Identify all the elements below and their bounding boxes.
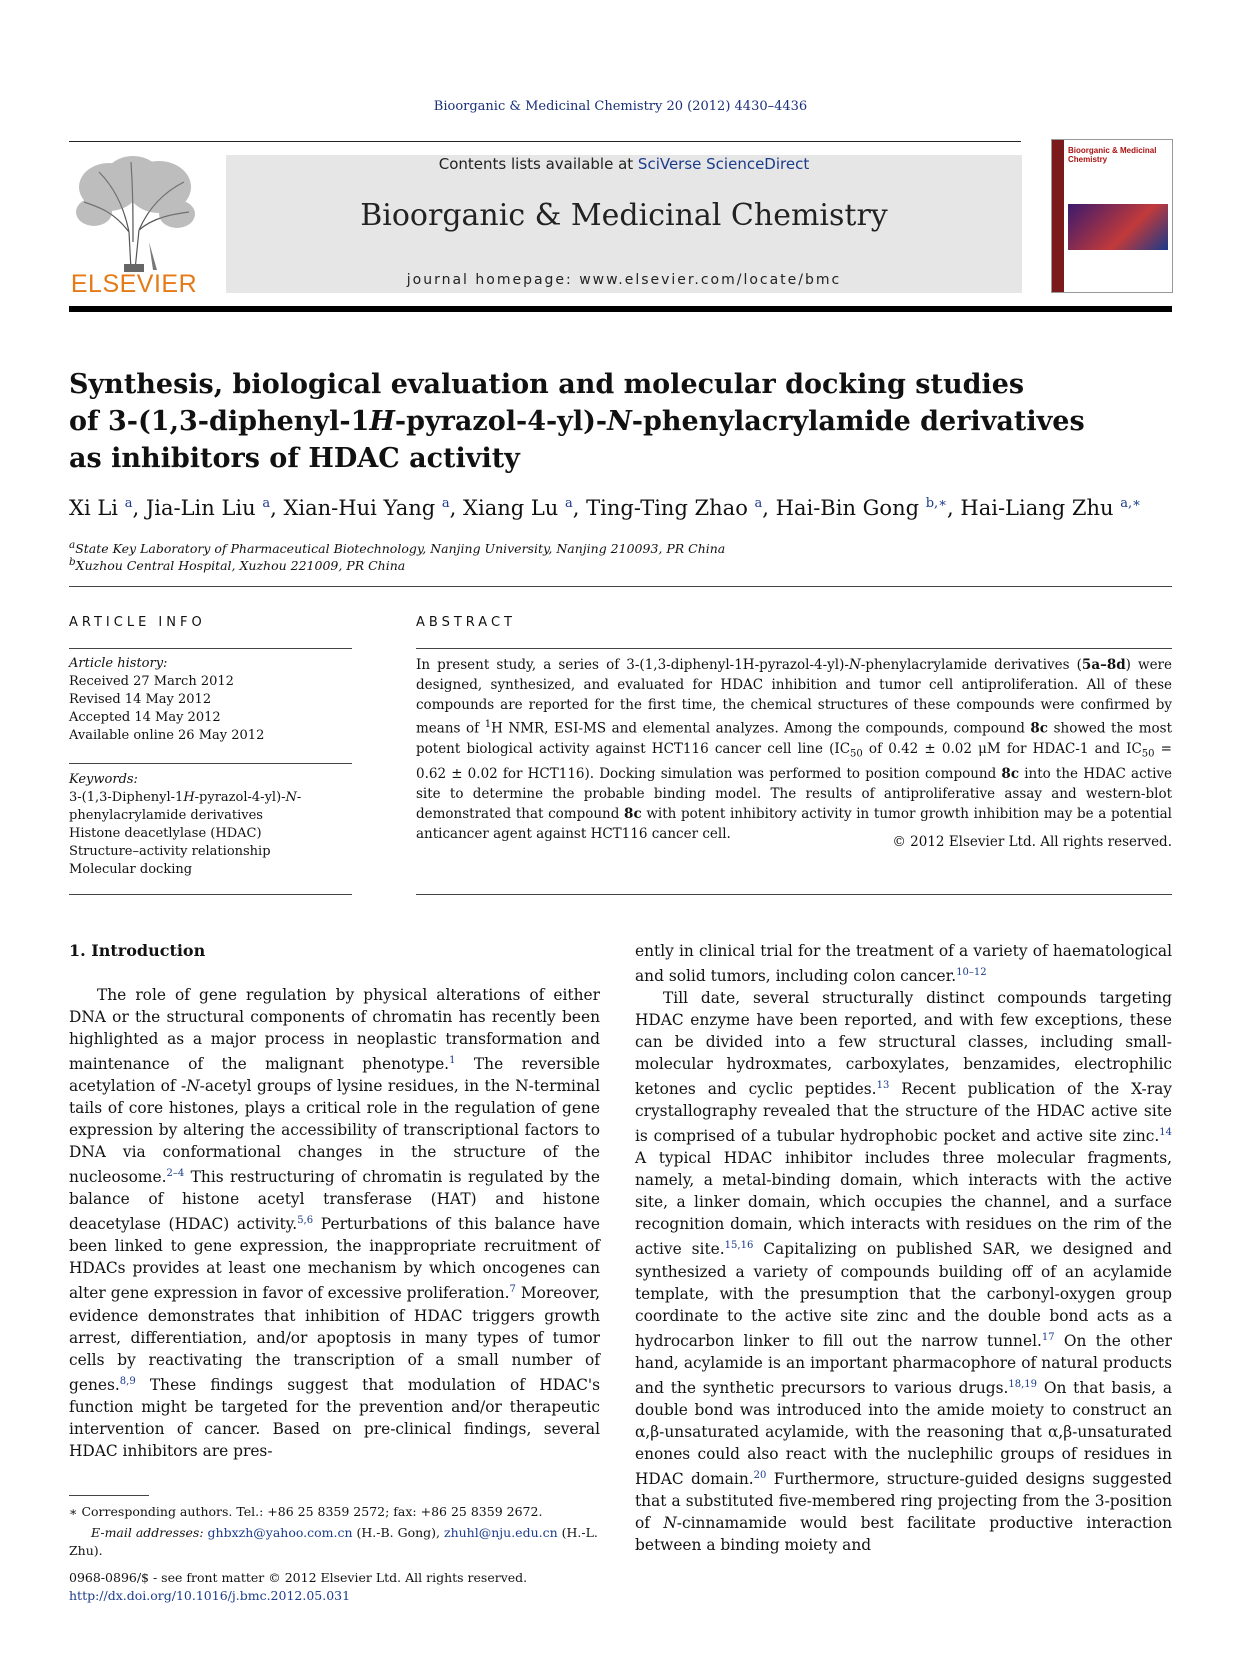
text-seg: Perturbations of this balance have been linked to gene expression, the inappropriate recruitment of HDACs provides at least one mechanism by which oncogenes can alter gene expression in favor of excessive proliferation. — [69, 1215, 600, 1303]
author-affil-mark[interactable]: a — [754, 496, 763, 511]
author-affil-mark[interactable]: a — [565, 496, 573, 511]
history-online: Available online 26 May 2012 — [69, 728, 265, 743]
journal-citation[interactable]: Bioorganic & Medicinal Chemistry 20 (2012) 4430–4436 — [433, 99, 808, 114]
sciencedirect-link[interactable]: SciVerse ScienceDirect — [637, 155, 810, 173]
author-sep: , — [762, 496, 776, 520]
text-seg: Capitalizing on published SAR, we designed and synthesized a variety of compounds building off of an acylamide template, with the presumption that the carbonyl-oxygen group coordinate to the active site zinc and the double bond acts as a hydrocarbon linker to fill out the narrow tunnel. — [635, 1240, 1172, 1350]
abstract-rule — [416, 894, 1172, 895]
author — [283, 496, 463, 520]
author — [776, 496, 961, 520]
history-label: Article history: — [69, 656, 168, 671]
abstract-sup: 1 — [484, 719, 492, 730]
email-owner: (H.-B. Gong), — [352, 1525, 444, 1540]
author — [960, 496, 1141, 520]
email-link-gong[interactable]: ghbxzh@yahoo.com.cn — [207, 1525, 353, 1540]
keyword-seg-italic: H — [183, 790, 195, 805]
title-line-1: Synthesis, biological evaluation and molecular docking studies — [69, 369, 1025, 400]
reference-link[interactable]: 15,16 — [724, 1240, 754, 1252]
article-title — [69, 366, 1109, 477]
author — [586, 496, 776, 520]
text-seg: ently in clinical trial for the treatment of a variety of haematological and solid tumors, including colon cancer. — [635, 942, 1172, 986]
abstract-seg: -phenylacrylamide derivatives ( — [860, 657, 1082, 673]
author-name: Hai-Liang Zhu — [960, 496, 1114, 520]
article-info-rule — [69, 763, 352, 764]
author-name: Xiang Lu — [463, 496, 559, 520]
title-line-2 — [69, 403, 1109, 440]
history-revised: Revised 14 May 2012 — [69, 692, 212, 707]
paragraph-continued — [635, 940, 1172, 987]
paragraph — [635, 987, 1172, 1556]
email-owner: (H.-L. Zhu). — [69, 1525, 598, 1558]
author-sep: , — [572, 496, 587, 520]
author-list — [69, 496, 1169, 520]
affiliation-text: Xuzhou Central Hospital, Xuzhou 221009, PR China — [75, 558, 406, 574]
paragraph — [69, 984, 600, 1462]
contents-line — [226, 155, 1022, 173]
text-seg-italic: N — [186, 1077, 200, 1096]
abstract-seg: = 0.62 ± 0.02 for HCT116). Docking simulation was performed to position compound — [416, 740, 1172, 783]
abstract-seg-bold: 8c — [1001, 766, 1020, 783]
abstract-seg: of 0.42 ± 0.02 μM for HDAC-1 and IC — [862, 740, 1142, 757]
article-info-heading: ARTICLE INFO — [69, 615, 206, 630]
author-name: Xi Li — [69, 496, 119, 520]
text-seg: -acetyl groups of lysine residues, in the N-terminal tails of core histones, plays a critical role in the regulation of gene expression by altering the accessibility of transcriptional factors to DNA via conformational changes in the structure of the nucleosome. — [69, 1077, 600, 1187]
cover-image — [1068, 204, 1168, 250]
keyword — [69, 789, 352, 807]
contents-prefix: Contents lists available at — [438, 155, 638, 173]
cover-title: Bioorganic & Medicinal Chemistry — [1068, 146, 1157, 164]
abstract-seg: into the HDAC active site to determine the probable binding model. The results of antiproliferative assay and western-blot demonstrated that compound — [416, 766, 1172, 823]
email-footnote — [69, 1524, 600, 1560]
affiliation-text: State Key Laboratory of Pharmaceutical Biotechnology, Nanjing University, Nanjing 210093, PR China — [75, 541, 726, 557]
abstract-seg: with potent inhibitory activity in tumor growth inhibition may be a potential anticancer agent against HCT116 cancer cell. — [416, 806, 1172, 843]
keyword-cont: phenylacrylamide derivatives — [69, 808, 263, 823]
issn-line: 0968-0896/$ - see front matter © 2012 Elsevier Ltd. All rights reserved. — [69, 1570, 528, 1585]
abstract-seg-bold: 8c — [1030, 720, 1049, 737]
reference-link[interactable]: 8,9 — [119, 1375, 136, 1387]
footnote-rule — [69, 1495, 149, 1496]
reference-link[interactable]: 2–4 — [166, 1168, 185, 1180]
abstract-rule — [416, 648, 1172, 649]
text-seg: This restructuring of chromatin is regulated by the balance of histone acetyl transferase (HAT) and histone deacetylase (HDAC) activity. — [69, 1168, 600, 1234]
abstract-text — [416, 655, 1172, 844]
keyword-seg: -pyrazol-4-yl)- — [194, 790, 286, 805]
author-affil-mark[interactable]: b,∗ — [925, 496, 948, 511]
reference-link[interactable]: 20 — [753, 1469, 767, 1481]
affiliation-mark: b — [69, 556, 76, 568]
author-name: Ting-Ting Zhao — [586, 496, 748, 520]
author-name: Jia-Lin Liu — [145, 496, 256, 520]
abstract-sub: 50 — [1141, 748, 1155, 760]
title-seg: -phenylacrylamide derivatives — [631, 406, 1085, 437]
abstract-seg: In present study, a series of 3-(1,3-diphenyl-1H-pyrazol-4-yl)- — [416, 657, 849, 673]
cover-spine — [1052, 140, 1064, 292]
abstract-seg: ) were designed, synthesized, and evaluated for HDAC inhibition and tumor cell antiproliferation. All of these compounds are reported for the first time, the chemical structures of these compounds were confirmed by means of — [416, 657, 1173, 737]
author-sep: , — [947, 496, 961, 520]
reference-link[interactable]: 1 — [449, 1055, 456, 1066]
affiliation-mark: a — [69, 539, 76, 551]
doi-link[interactable]: http://dx.doi.org/10.1016/j.bmc.2012.05.031 — [69, 1588, 351, 1603]
affiliation-a — [69, 539, 725, 556]
author-name: Hai-Bin Gong — [775, 496, 920, 520]
reference-link[interactable]: 13 — [876, 1080, 890, 1092]
email-label: E-mail addresses: — [91, 1525, 208, 1540]
reference-link[interactable]: 7 — [509, 1284, 516, 1296]
author — [146, 496, 284, 520]
author-affil-mark[interactable]: a — [124, 496, 133, 511]
section-heading-introduction: 1. Introduction — [69, 941, 206, 960]
journal-name: Bioorganic & Medicinal Chemistry — [360, 198, 888, 233]
text-seg: On the other hand, acylamide is an important pharmacophore of natural products and the synthetic precursors to various drugs. — [635, 1331, 1172, 1397]
text-seg: Moreover, evidence demonstrates that inhibition of HDAC triggers growth arrest, differentiation, and/or apoptosis in many types of tumor cells by reactivating the transcription of a small number of genes. — [69, 1284, 600, 1394]
affiliation-rule — [69, 586, 1172, 587]
author-sep: , — [132, 496, 146, 520]
affiliation-b — [69, 556, 405, 573]
author-affil-mark[interactable]: a — [441, 496, 450, 511]
title-seg: -pyrazol-4-yl)- — [394, 406, 608, 437]
author-affil-mark[interactable]: a — [262, 496, 271, 511]
text-seg: On that basis, a double bond was introduced into the amide moiety to construct an α,β-unsaturated acylamide, with the reasoning that α,β-unsaturated enones could also react with the nuclephilic groups of residues in HDAC domain. — [635, 1378, 1172, 1488]
abstract-seg: H NMR, ESI-MS and elemental analyzes. Among the compounds, compound — [491, 720, 1031, 737]
article-info-rule — [69, 648, 352, 649]
abstract-heading: ABSTRACT — [416, 615, 516, 630]
keyword-seg-italic: N — [285, 790, 297, 805]
keyword-seg: 3-(1,3-Diphenyl-1 — [69, 790, 184, 805]
title-seg-italic: H — [369, 406, 395, 437]
title-line-3: as inhibitors of HDAC activity — [69, 443, 520, 474]
author-sep: , — [270, 496, 284, 520]
text-seg: These findings suggest that modulation of HDAC's function might be targeted for the prevention and/or therapeutic intervention of cancer. Based on pre-clinical findings, several HDAC inhibitors are pres- — [69, 1375, 600, 1460]
keyword-seg: - — [296, 790, 302, 805]
text-seg: The reversible acetylation of - — [69, 1055, 600, 1096]
text-seg: Recent publication of the X-ray crystallography revealed that the structure of the HDAC active site is comprised of a tubular hydrophobic pocket and active site zinc. — [635, 1080, 1172, 1146]
elsevier-wordmark: ELSEVIER — [70, 270, 198, 298]
reference-link[interactable]: 5,6 — [297, 1215, 314, 1227]
header-rule — [69, 141, 1021, 142]
title-seg-italic: N — [607, 406, 632, 437]
author — [463, 496, 586, 520]
text-seg-italic: N — [663, 1513, 677, 1532]
abstract-seg: showed the most potent biological activity against HCT116 cancer cell line (IC — [416, 720, 1172, 757]
abstract-seg-italic: N — [848, 657, 861, 673]
keyword: Structure–activity relationship — [69, 844, 271, 859]
article-info-rule — [69, 894, 352, 895]
reference-link[interactable]: 10–12 — [956, 967, 987, 978]
author-sep: , — [449, 496, 464, 520]
author-name: Xian-Hui Yang — [283, 496, 436, 520]
history-accepted: Accepted 14 May 2012 — [69, 710, 221, 725]
keywords-label: Keywords: — [69, 772, 138, 787]
title-seg: of 3-(1,3-diphenyl-1 — [69, 406, 370, 437]
abstract-sub: 50 — [850, 748, 863, 760]
header-thick-rule — [69, 306, 1172, 312]
history-received: Received 27 March 2012 — [69, 674, 234, 689]
body-column-right — [635, 940, 1172, 1556]
reference-link[interactable]: 18,19 — [1008, 1378, 1038, 1390]
text-seg: Furthermore, structure-guided designs suggested that a substituted five-membered ring projecting from the 3-position of — [635, 1469, 1172, 1532]
journal-homepage[interactable]: journal homepage: www.elsevier.com/locate/bmc — [406, 272, 842, 288]
abstract-copyright: © 2012 Elsevier Ltd. All rights reserved. — [892, 834, 1172, 850]
text-seg: Till date, several structurally distinct compounds targeting HDAC enzyme have been reported, and with few exceptions, these can be divided into a few structural classes, including small-molecular hydroxmates, carboxylates, benzamides, electrophilic ketones and cyclic peptides. — [635, 989, 1172, 1099]
author-affil-mark[interactable]: a,∗ — [1120, 496, 1141, 511]
email-link-zhu[interactable]: zhuhl@nju.edu.cn — [444, 1525, 558, 1540]
text-seg: The role of gene regulation by physical alterations of either DNA or the structural components of chromatin has recently been highlighted as a major process in neoplastic transformation and maintenance of the malignant phenotype. — [69, 986, 600, 1074]
text-seg: A typical HDAC inhibitor includes three molecular fragments, namely, a metal-binding domain, which interacts with the active site, a linker domain, which occupies the channel, and a surface recognition domain, which interacts with residues on the rim of the active site. — [635, 1149, 1172, 1259]
keyword: Molecular docking — [69, 862, 193, 877]
author — [69, 496, 146, 520]
text-seg: -cinnamamide would best facilitate productive interaction between a binding moiety and — [635, 1513, 1172, 1554]
abstract-seg-bold: 5a–8d — [1081, 657, 1126, 673]
body-column-left — [69, 984, 600, 1462]
reference-link[interactable]: 17 — [1041, 1331, 1055, 1343]
reference-link[interactable]: 14 — [1159, 1127, 1172, 1139]
keyword: Histone deacetlylase (HDAC) — [69, 826, 262, 841]
journal-cover-thumbnail[interactable] — [1051, 139, 1173, 293]
abstract-seg-bold: 8c — [624, 806, 642, 823]
corresponding-footnote: ∗ Corresponding authors. Tel.: +86 25 8359 2572; fax: +86 25 8359 2672. — [69, 1504, 543, 1519]
